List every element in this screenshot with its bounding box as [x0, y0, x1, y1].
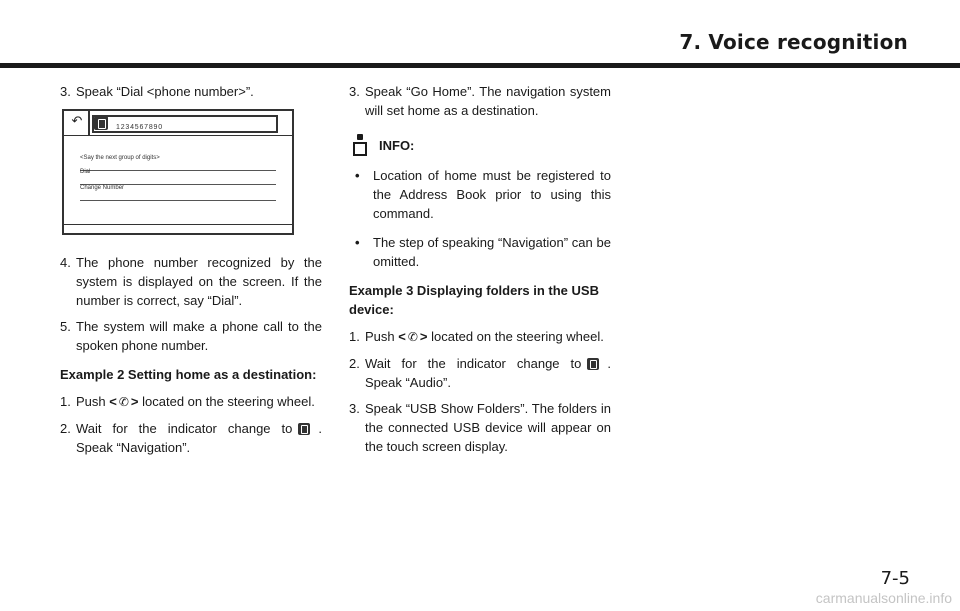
- step-number: 1.: [349, 329, 360, 344]
- step-text-part: Wait for the indicator change to: [76, 421, 293, 436]
- right-column: [349, 82, 611, 463]
- page-number: 7-5: [880, 568, 910, 589]
- step-number: 3.: [60, 84, 71, 99]
- phone-dial-screen-illustration: [62, 109, 294, 235]
- talk-switch-icon: ✆: [407, 330, 418, 344]
- step-text-part: Wait for the indicator change to: [365, 356, 582, 371]
- step-text-part: . Speak “Navigation”.: [76, 421, 322, 455]
- step-text: Speak “Go Home”. The navigation system will set home as a destination.: [365, 84, 611, 118]
- info-bullet: [349, 166, 611, 223]
- example-2-step-1: [60, 392, 322, 412]
- screen-list-item: Change Number: [80, 179, 276, 201]
- step-number: 2.: [60, 421, 71, 436]
- step-text: [365, 354, 611, 392]
- step-text-part: . Speak “Audio”.: [365, 356, 611, 390]
- screen-divider: [88, 111, 90, 135]
- example-3-step-3: [349, 399, 611, 456]
- info-icon: [351, 134, 369, 156]
- step-text: [76, 392, 322, 412]
- step-number: 4.: [60, 255, 71, 270]
- step-number: 2.: [349, 356, 360, 371]
- example-2-step-3: [349, 82, 611, 120]
- dialed-number: 1234567890: [116, 124, 163, 131]
- voice-indicator-icon: [298, 423, 310, 435]
- bracket-open: <: [109, 394, 117, 409]
- bullet-marker: •: [355, 235, 360, 250]
- screen-list-item: <Say the next group of digits>: [80, 149, 276, 171]
- left-column: [60, 82, 322, 464]
- bracket-close: >: [130, 394, 139, 409]
- step-5: [60, 317, 322, 355]
- step-number: 1.: [60, 394, 71, 409]
- step-text: The system will make a phone call to the spoken phone number.: [76, 319, 322, 353]
- step-4: [60, 253, 322, 310]
- step-text-part: located on the steering wheel.: [142, 394, 315, 409]
- voice-indicator-icon: [587, 358, 599, 370]
- talk-switch-icon: ✆: [118, 395, 129, 409]
- step-text-part: Push: [76, 394, 106, 409]
- step-number: 3.: [349, 401, 360, 416]
- screen-divider: [64, 135, 292, 136]
- back-arrow-icon: ↶: [71, 113, 83, 128]
- step-3-dial: [60, 82, 322, 101]
- step-text: Speak “USB Show Folders”. The folders in the connected USB device will appear on the touch screen display.: [365, 401, 611, 454]
- step-text: [365, 327, 611, 347]
- bullet-text: The step of speaking “Navigation” can be omitted.: [373, 235, 611, 269]
- example-3-step-1: [349, 327, 611, 347]
- screen-divider: [64, 224, 292, 225]
- step-text-part: Push: [365, 329, 395, 344]
- step-text: The phone number recognized by the system is displayed on the screen. If the number is correct, say “Dial”.: [76, 255, 322, 308]
- header-rule: [0, 63, 960, 68]
- example-2-step-2: [60, 419, 322, 457]
- screen-list-item: Dial: [80, 163, 276, 185]
- step-text-part: located on the steering wheel.: [431, 329, 604, 344]
- example-3-heading: Example 3 Displaying folders in the USB device:: [349, 283, 599, 317]
- step-number: 5.: [60, 319, 71, 334]
- watermark: carmanualsonline.info: [815, 590, 952, 606]
- step-text: Speak “Dial <phone number>”.: [76, 84, 254, 99]
- phone-book-icon: [94, 116, 108, 130]
- chapter-title: 7. Voice recognition: [679, 30, 908, 54]
- info-label: INFO:: [379, 137, 415, 153]
- bracket-close: >: [419, 329, 428, 344]
- step-text: [76, 419, 322, 457]
- step-number: 3.: [349, 84, 360, 99]
- example-2-heading: Example 2 Setting home as a destination:: [60, 367, 317, 382]
- example-3-step-2: [349, 354, 611, 392]
- info-bullet: [349, 233, 611, 271]
- bullet-text: Location of home must be registered to the Address Book prior to using this command.: [373, 168, 611, 221]
- info-header: [351, 134, 611, 156]
- bracket-open: <: [398, 329, 406, 344]
- bullet-marker: •: [355, 168, 360, 183]
